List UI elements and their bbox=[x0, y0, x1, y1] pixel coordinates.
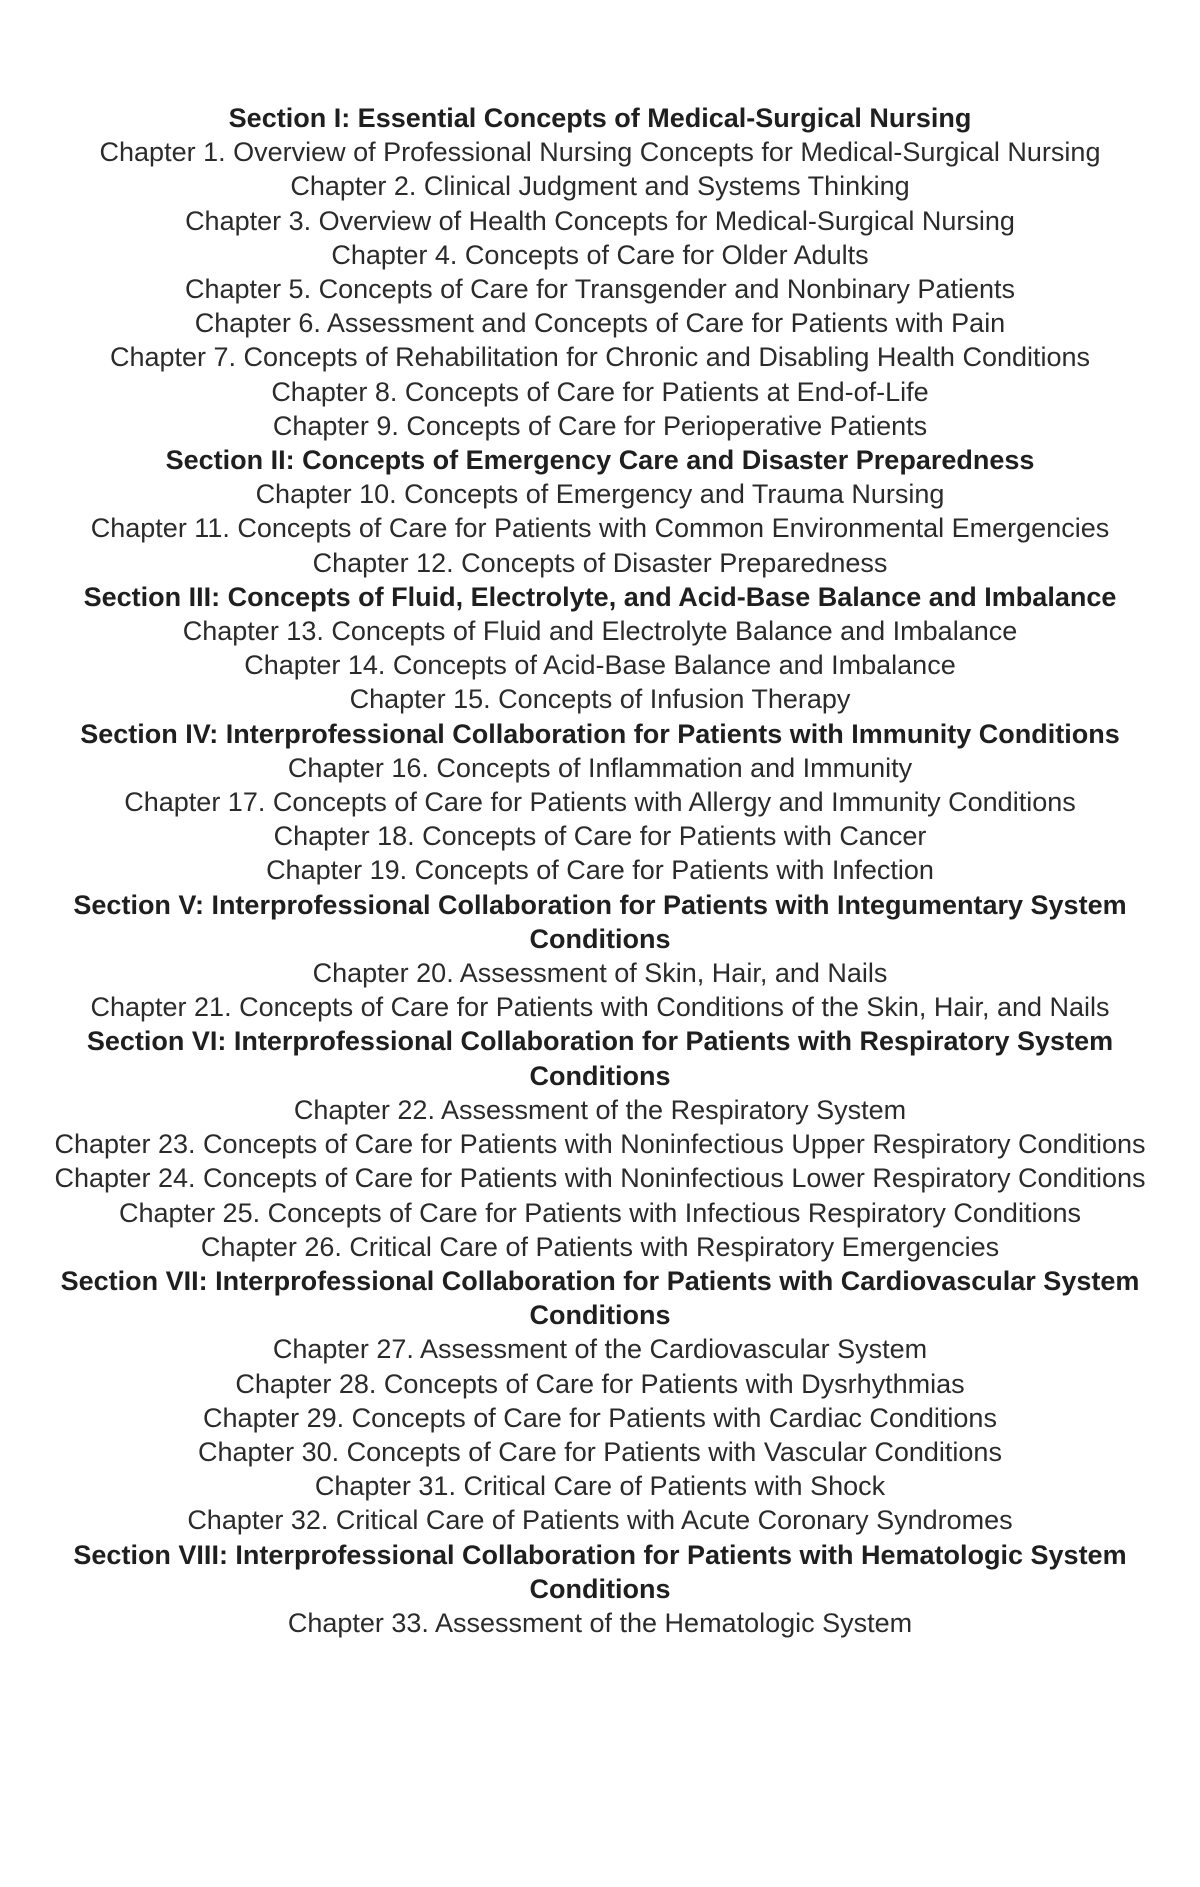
chapter-entry: Chapter 1. Overview of Professional Nursing Concepts for Medical-Surgical Nursing bbox=[99, 137, 1101, 168]
chapter-entry: Chapter 13. Concepts of Fluid and Electrolyte Balance and Imbalance bbox=[182, 616, 1018, 647]
chapter-entry: Chapter 25. Concepts of Care for Patients with Infectious Respiratory Conditions bbox=[119, 1197, 1081, 1228]
chapter-entry: Chapter 21. Concepts of Care for Patients with Conditions of the Skin, Hair, and Nails bbox=[90, 992, 1110, 1023]
section-heading: Section IV: Interprofessional Collaboration for Patients with Immunity Conditions bbox=[80, 718, 1120, 749]
chapter-entry: Chapter 18. Concepts of Care for Patients with Cancer bbox=[273, 821, 927, 852]
chapter-entry: Chapter 9. Concepts of Care for Perioperative Patients bbox=[272, 410, 928, 441]
chapter-entry: Chapter 24. Concepts of Care for Patients with Noninfectious Lower Respiratory Conditions bbox=[54, 1163, 1146, 1194]
chapter-entry: Chapter 22. Assessment of the Respiratory System bbox=[293, 1094, 907, 1125]
section-heading: Section V: Interprofessional Collaboration for Patients with Integumentary System Conditions bbox=[73, 889, 1127, 954]
chapter-entry: Chapter 19. Concepts of Care for Patients with Infection bbox=[266, 855, 934, 886]
chapter-entry: Chapter 5. Concepts of Care for Transgender and Nonbinary Patients bbox=[185, 274, 1015, 305]
section-heading: Section VII: Interprofessional Collaboration for Patients with Cardiovascular System Conditions bbox=[60, 1265, 1140, 1331]
section-heading: Section VI: Interprofessional Collaboration for Patients with Respiratory System Conditions bbox=[86, 1026, 1114, 1091]
chapter-entry: Chapter 20. Assessment of Skin, Hair, and Nails bbox=[312, 958, 888, 989]
section-heading: Section III: Concepts of Fluid, Electrolyte, and Acid-Base Balance and Imbalance bbox=[83, 581, 1117, 612]
chapter-entry: Chapter 31. Critical Care of Patients with Shock bbox=[314, 1471, 886, 1502]
chapter-entry: Chapter 4. Concepts of Care for Older Adults bbox=[331, 239, 869, 270]
chapter-entry: Chapter 12. Concepts of Disaster Preparedness bbox=[312, 547, 888, 578]
chapter-entry: Chapter 28. Concepts of Care for Patients with Dysrhythmias bbox=[235, 1368, 965, 1399]
chapter-entry: Chapter 17. Concepts of Care for Patients with Allergy and Immunity Conditions bbox=[124, 787, 1076, 818]
chapter-entry: Chapter 32. Critical Care of Patients with Acute Coronary Syndromes bbox=[187, 1505, 1013, 1536]
section-heading: Section VIII: Interprofessional Collaboration for Patients with Hematologic System Conditions bbox=[73, 1539, 1127, 1604]
section-heading: Section I: Essential Concepts of Medical-Surgical Nursing bbox=[228, 103, 972, 133]
chapter-entry: Chapter 10. Concepts of Emergency and Trauma Nursing bbox=[255, 479, 945, 510]
chapter-entry: Chapter 27. Assessment of the Cardiovascular System bbox=[272, 1334, 928, 1365]
chapter-entry: Chapter 8. Concepts of Care for Patients at End-of-Life bbox=[271, 376, 929, 407]
chapter-entry: Chapter 6. Assessment and Concepts of Care for Patients with Pain bbox=[194, 308, 1006, 339]
chapter-entry: Chapter 14. Concepts of Acid-Base Balance and Imbalance bbox=[244, 650, 956, 681]
chapter-entry: Chapter 7. Concepts of Rehabilitation for Chronic and Disabling Health Conditions bbox=[109, 342, 1091, 373]
chapter-entry: Chapter 26. Critical Care of Patients with Respiratory Emergencies bbox=[200, 1231, 1000, 1262]
chapter-entry: Chapter 2. Clinical Judgment and Systems Thinking bbox=[290, 171, 910, 202]
chapter-entry: Chapter 15. Concepts of Infusion Therapy bbox=[349, 684, 851, 715]
chapter-entry: Chapter 33. Assessment of the Hematologic System bbox=[287, 1607, 913, 1638]
chapter-entry: Chapter 23. Concepts of Care for Patients with Noninfectious Upper Respiratory Conditions bbox=[54, 1129, 1146, 1160]
section-heading: Section II: Concepts of Emergency Care and Disaster Preparedness bbox=[165, 445, 1035, 476]
chapter-entry: Chapter 16. Concepts of Inflammation and Immunity bbox=[287, 752, 913, 783]
chapter-entry: Chapter 11. Concepts of Care for Patients with Common Environmental Emergencies bbox=[90, 513, 1110, 544]
chapter-entry: Chapter 29. Concepts of Care for Patients with Cardiac Conditions bbox=[203, 1402, 997, 1433]
table-of-contents bbox=[20, 101, 1180, 1640]
chapter-entry: Chapter 3. Overview of Health Concepts for Medical-Surgical Nursing bbox=[185, 205, 1015, 236]
chapter-entry: Chapter 30. Concepts of Care for Patients with Vascular Conditions bbox=[198, 1436, 1002, 1467]
